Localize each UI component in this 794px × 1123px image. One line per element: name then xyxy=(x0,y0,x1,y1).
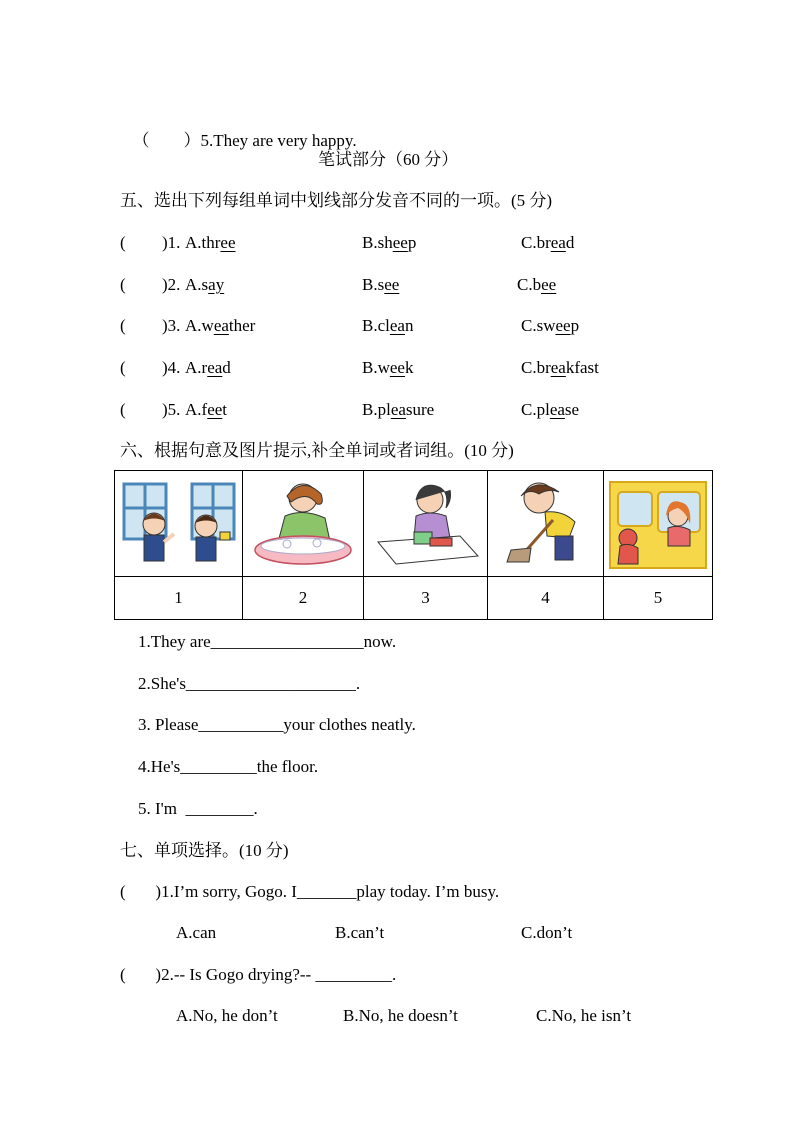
question-number: )2. xyxy=(162,275,181,294)
underlined-letters: ea xyxy=(550,358,566,377)
fill-in-sentence: 3. Please__________your clothes neatly. xyxy=(138,715,416,734)
option-c xyxy=(517,274,556,296)
option-text: C.sw xyxy=(521,316,556,335)
section-six-title: 六、根据句意及图片提示,补全单词或者词组。(10 分) xyxy=(120,441,514,460)
picture-number: 3 xyxy=(364,577,488,620)
option-text: se xyxy=(564,400,580,419)
picture-cell xyxy=(604,471,713,577)
picture-cell xyxy=(115,471,243,577)
girl-in-car-icon xyxy=(608,476,708,571)
choice-question-stem: ( )2.-- Is Gogo drying?-- _________. xyxy=(120,965,397,984)
underlined-letters: ea xyxy=(389,316,405,335)
option-c xyxy=(521,357,599,379)
option-b xyxy=(362,357,413,379)
option-text: B.sh xyxy=(362,233,393,252)
option-b xyxy=(362,232,416,254)
option-text: p xyxy=(570,316,580,335)
question-number: )1. xyxy=(162,233,181,252)
option-text: A.r xyxy=(185,358,208,377)
girl-folding-clothes-icon xyxy=(370,476,482,571)
underlined-letters: ea xyxy=(207,358,223,377)
answer-paren: ( xyxy=(120,400,126,419)
option-a xyxy=(185,274,224,296)
question-number: )3. xyxy=(162,316,181,335)
option-b xyxy=(362,315,413,337)
picture-number: 4 xyxy=(488,577,604,620)
option-text: B.pl xyxy=(362,400,391,419)
underlined-letters: ea xyxy=(549,400,565,419)
underlined-letters: ea xyxy=(550,233,566,252)
picture-cell xyxy=(364,471,488,577)
option-b xyxy=(362,399,434,421)
option-text: C.br xyxy=(521,233,551,252)
option-text: B.cl xyxy=(362,316,390,335)
option-text: p xyxy=(407,233,417,252)
answer-paren: ( xyxy=(120,316,126,335)
option-text: A.w xyxy=(185,316,214,335)
option-b xyxy=(362,274,399,296)
option-text: B.s xyxy=(362,275,385,294)
option-text: C.pl xyxy=(521,400,550,419)
option-text: d xyxy=(222,358,231,377)
two-boys-waving-icon xyxy=(120,476,238,571)
fill-in-sentence: 5. I'm ________. xyxy=(138,799,258,818)
option-text: t xyxy=(222,400,228,419)
picture-cell xyxy=(243,471,364,577)
option-text: ther xyxy=(228,316,256,335)
answer-paren: ( xyxy=(120,275,126,294)
option-text: C.b xyxy=(517,275,542,294)
option-c xyxy=(521,315,579,337)
picture-table xyxy=(114,470,713,620)
choice-option-c: C.No, he isn’t xyxy=(536,1006,632,1025)
fill-in-sentence: 2.She's____________________. xyxy=(138,674,361,693)
picture-number: 2 xyxy=(243,577,364,620)
option-a xyxy=(185,232,236,254)
written-section-header: 笔试部分（60 分） xyxy=(318,150,459,169)
section-five-title: 五、选出下列每组单词中划线部分发音不同的一项。(5 分) xyxy=(120,191,553,210)
choice-option-b: B.can’t xyxy=(335,923,385,942)
question-item xyxy=(124,108,357,152)
option-a xyxy=(185,357,231,379)
answer-paren: ( xyxy=(120,233,126,252)
underlined-letters: ee xyxy=(384,275,400,294)
fill-in-sentence: 4.He's_________the floor. xyxy=(138,757,319,776)
section-seven-title: 七、单项选择。(10 分) xyxy=(120,841,289,860)
option-text: d xyxy=(565,233,575,252)
underlined-letters: ay xyxy=(208,275,225,294)
picture-number: 1 xyxy=(115,577,243,620)
question-number: )4. xyxy=(162,358,181,377)
option-c xyxy=(521,232,574,254)
option-text: kfast xyxy=(565,358,599,377)
choice-option-b: B.No, he doesn’t xyxy=(343,1006,458,1025)
boy-sweeping-floor-icon xyxy=(493,476,599,571)
option-c xyxy=(521,399,579,421)
option-text: A.f xyxy=(185,400,208,419)
option-text: B.w xyxy=(362,358,390,377)
option-text: A.thr xyxy=(185,233,221,252)
underlined-letters: ee xyxy=(392,233,408,252)
underlined-letters: ee xyxy=(220,233,236,252)
underlined-letters: ea xyxy=(390,400,406,419)
answer-paren: （ ） xyxy=(132,131,201,150)
option-text: A.s xyxy=(185,275,209,294)
option-text: n xyxy=(404,316,414,335)
choice-option-c: C.don’t xyxy=(521,923,573,942)
question-text: 5.They are very happy. xyxy=(200,131,357,150)
underlined-letters: ee xyxy=(207,400,223,419)
option-text: k xyxy=(404,358,414,377)
choice-question-stem: ( )1.I’m sorry, Gogo. I_______play today. I’m busy. xyxy=(120,882,500,901)
woman-washing-clothes-icon xyxy=(247,476,359,571)
picture-number: 5 xyxy=(604,577,713,620)
option-a xyxy=(185,399,227,421)
choice-option-a: A.can xyxy=(176,923,217,942)
underlined-letters: ee xyxy=(555,316,571,335)
choice-option-a: A.No, he don’t xyxy=(176,1006,278,1025)
option-text: C.br xyxy=(521,358,551,377)
picture-cell xyxy=(488,471,604,577)
option-text: sure xyxy=(405,400,435,419)
option-a xyxy=(185,315,255,337)
fill-in-sentence: 1.They are__________________now. xyxy=(138,632,397,651)
answer-paren: ( xyxy=(120,358,126,377)
question-number: )5. xyxy=(162,400,181,419)
underlined-letters: ee xyxy=(541,275,557,294)
underlined-letters: ea xyxy=(213,316,229,335)
underlined-letters: ee xyxy=(389,358,405,377)
